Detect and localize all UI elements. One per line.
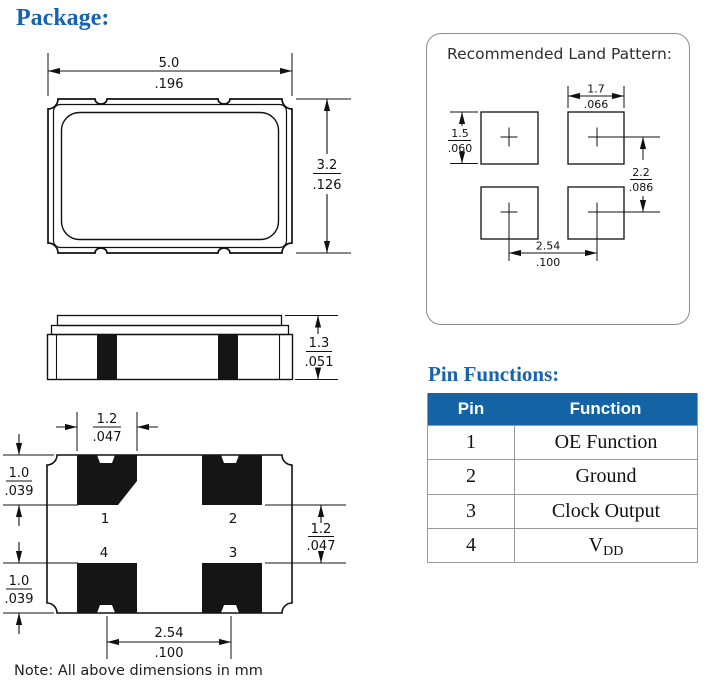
land-vert-pitch-inch: .086 — [628, 181, 654, 194]
side-lid — [58, 316, 282, 326]
pin-number-cell: 4 — [466, 533, 476, 556]
bottom-pitch-inch: .100 — [154, 646, 184, 661]
table-row-pin4 — [428, 528, 697, 562]
side-height-mm: 1.3 — [308, 336, 330, 351]
pad-height-top-inch: .039 — [4, 484, 34, 499]
dim-bottom-pad-height-bottom — [3, 542, 78, 634]
pin2-label: 2 — [228, 511, 238, 527]
pad-height-bottom-inch: .039 — [4, 592, 34, 607]
dim-bottom-pad-width — [56, 412, 158, 451]
pin-function-cell — [514, 529, 697, 562]
side-body — [48, 335, 293, 380]
land-pattern-title: Recommended Land Pattern: — [447, 45, 673, 63]
top-view-drawing — [48, 53, 351, 253]
pad-pin4 — [77, 563, 137, 613]
dim-land-pad-height — [448, 112, 478, 164]
pin-number-cell: 2 — [466, 465, 476, 488]
land-pad-top-right — [568, 112, 624, 164]
package-outline-top-view — [48, 99, 292, 253]
page-title: Package: — [16, 5, 110, 31]
table-header-row — [428, 393, 697, 425]
top-width-mm: 5.0 — [158, 56, 180, 71]
dim-top-height — [296, 99, 351, 253]
vdd-subscript: DD — [603, 543, 624, 559]
land-vert-pitch-mm: 2.2 — [632, 166, 650, 179]
pin-number-cell: 1 — [466, 431, 476, 453]
table-row-pin1 — [428, 425, 697, 459]
pin4-label: 4 — [99, 545, 109, 561]
package-inner-edge — [54, 105, 287, 248]
bottom-pitch-mm: 2.54 — [154, 626, 184, 641]
land-pad-width-mm: 1.7 — [587, 82, 605, 96]
land-pattern-drawing — [448, 83, 660, 270]
vdd-symbol: V — [588, 533, 604, 556]
land-pad-height-inch: .060 — [447, 142, 473, 155]
package-lid — [62, 113, 279, 240]
pad-gap-mm: 1.2 — [310, 522, 332, 537]
pin-functions-title: Pin Functions: — [428, 362, 560, 386]
dim-land-pad-width — [568, 83, 624, 112]
pin-functions-table — [427, 393, 698, 563]
dim-land-horiz-pitch — [509, 221, 597, 269]
land-horiz-pitch-inch: .100 — [535, 256, 561, 269]
dim-bottom-pad-gap — [265, 505, 346, 563]
land-pad-width-inch: .066 — [583, 98, 609, 111]
land-pad-bottom-right — [568, 187, 624, 239]
pin1-label: 1 — [100, 511, 110, 527]
side-step — [52, 326, 289, 335]
pin3-label: 3 — [228, 545, 238, 561]
table-row-pin2 — [428, 459, 697, 493]
pin-function-cell: Ground — [514, 460, 697, 493]
pin-column-header: Pin — [457, 399, 485, 418]
table-row-pin3 — [428, 494, 697, 528]
pad-height-top-mm: 1.0 — [8, 466, 30, 481]
pad-height-bottom-mm: 1.0 — [8, 574, 30, 589]
land-pad-center-crosses — [501, 128, 606, 222]
pad-pin1 — [77, 455, 137, 505]
bottom-pad-width-mm: 1.2 — [96, 412, 118, 427]
land-horiz-pitch-mm: 2.54 — [535, 239, 561, 253]
side-height-inch: .051 — [304, 355, 334, 370]
pad-gap-inch: .047 — [306, 539, 336, 554]
bottom-view-drawing — [3, 412, 346, 661]
side-pad-right — [218, 335, 238, 380]
pad-pin2 — [202, 455, 262, 505]
pin-number-cell: 3 — [466, 499, 476, 522]
pin-function-cell: Clock Output — [514, 495, 697, 528]
side-view-drawing — [48, 316, 339, 380]
dim-bottom-pitch — [107, 616, 231, 661]
dim-top-width — [48, 53, 292, 96]
dimensions-note: Note: All above dimensions in mm — [14, 663, 263, 679]
function-column-header: Function — [569, 399, 642, 418]
bottom-pad-width-inch: .047 — [92, 430, 122, 445]
pin-function-cell: OE Function — [514, 426, 697, 459]
pad-pin3 — [202, 563, 262, 613]
land-pad-height-mm: 1.5 — [451, 127, 469, 140]
top-width-inch: .196 — [154, 77, 184, 92]
dim-bottom-pad-height-top — [3, 434, 78, 526]
top-height-mm: 3.2 — [316, 158, 338, 173]
top-height-inch: .126 — [312, 178, 342, 193]
side-pad-left — [97, 335, 117, 380]
